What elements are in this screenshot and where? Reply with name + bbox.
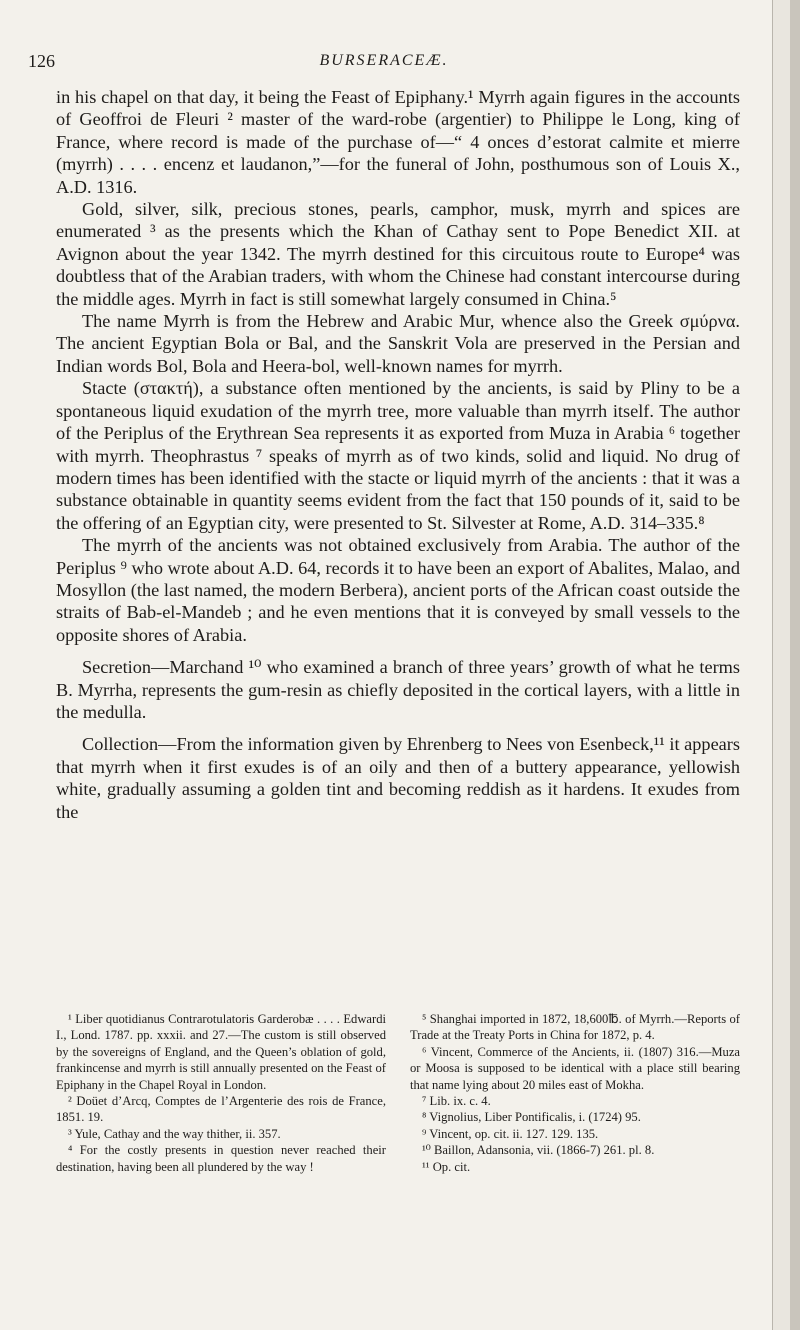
footnotes [56,1011,740,1175]
footnote: ⁸ Vignolius, Liber Pontificalis, i. (1724) 95. [422,1110,641,1125]
footnote: ¹¹ Op. cit. [422,1159,471,1174]
body-text [56,86,740,823]
footnote: ¹ Liber quotidianus Contrarotulatoris Garderobæ . . . . Edwardi I., Lond. 1787. pp. xxxii. and 27.—The custom is still observed by the sovereigns of England, and the Queen’s oblation of gold, frankincense and myrrh is still annually presented on the Feast of Epiphany in the Chapel Royal in London. [56,1012,386,1092]
footnote: ⁷ Lib. ix. c. 4. [422,1094,491,1109]
footnote: ¹⁰ Baillon, Adansonia, vii. (1866-7) 261. pl. 8. [422,1143,655,1158]
paragraph: in his chapel on that day, it being the Feast of Epiphany.¹ Myrrh again figures in the accounts of Geoffroi de Fleuri ² master of the ward-robe (argentier) to Philippe le Long, king of France, where record is made of the purchase of—“ 4 onces d’estorat calmite et mierre (myrrh) . . . . encenz et laudanon,”—for the funeral of John, posthumous son of Louis X., A.D. 1316. [56,87,740,197]
running-title: BURSERACEÆ. [319,52,449,69]
footnote: ⁴ For the costly presents in question never reached their destination, having been all plundered by the way ! [56,1143,386,1174]
page-number: 126 [28,51,55,71]
paragraph-secretion: Secretion—Marchand ¹⁰ who examined a branch of three years’ growth of what he terms B. Myrrha, represents the gum-resin as chiefly deposited in the cortical layers, with a little in the medulla. [56,657,740,722]
paragraph: Stacte (στακτή), a substance often mentioned by the ancients, is said by Pliny to be a spontaneous liquid exudation of the myrrh tree, more valuable than myrrh itself. The author of the Periplus of the Erythrean Sea represents it as exported from Muza in Arabia ⁶ together with myrrh. Theophrastus ⁷ speaks of myrrh as of two kinds, solid and liquid. No drug of modern times has been identified with the stacte or liquid myrrh of the ancients : that it was a substance obtainable in quantity seems evident from the fact that 150 pounds of it, said to be the offering of an Egyptian city, were presented to St. Silvester at Rome, A.D. 314–335.⁸ [56,378,740,533]
footnotes-left-column [56,1011,386,1175]
footnote: ⁶ Vincent, Commerce of the Ancients, ii. (1807) 316.—Muza or Moosa is supposed to be identical with a place still bearing that name lying about 20 miles east of Mokha. [410,1044,740,1092]
footnotes-right-column [410,1011,740,1175]
paragraph: Gold, silver, silk, precious stones, pearls, camphor, musk, myrrh and spices are enumerated ³ as the presents which the Khan of Cathay sent to Pope Benedict XII. at Avignon about the year 1342. The myrrh destined for this circuitous route to Europe⁴ was doubtless that of the Arabian traders, with whom the Chinese had constant intercourse during the middle ages. Myrrh in fact is still somewhat largely consumed in China.⁵ [56,199,740,309]
footnote: ⁹ Vincent, op. cit. ii. 127. 129. 135. [422,1126,599,1141]
paragraph: The myrrh of the ancients was not obtained exclusively from Arabia. The author of the Periplus ⁹ who wrote about A.D. 64, records it to have been an export of Abalites, Malao, and Mosyllon (the last named, the modern Berbera), ancient ports of the African coast outside the straits of Bab-el-Mandeb ; and he even mentions that it is conveyed by small vessels to the opposite shores of Arabia. [56,535,740,645]
binding-strip [790,0,800,1330]
paragraph-collection: Collection—From the information given by Ehrenberg to Nees von Esenbeck,¹¹ it appears that myrrh when it first exudes is of an oily and then of a buttery appearance, yellowish white, gradually assuming a golden tint and becoming reddish as it hardens. It exudes from the [56,734,740,822]
footnote: ⁵ Shanghai imported in 1872, 18,600℔. of Myrrh.—Reports of Trade at the Treaty Ports in China for 1872, p. 4. [410,1012,740,1043]
footnote: ³ Yule, Cathay and the way thither, ii. 357. [68,1126,281,1141]
footnote: ² Doüet d’Arcq, Comptes de l’Argenterie des rois de France, 1851. 19. [56,1094,386,1125]
paragraph: The name Myrrh is from the Hebrew and Arabic Mur, whence also the Greek σμύρνα. The ancient Egyptian Bola or Bal, and the Sanskrit Vola are preserved in the Persian and Indian words Bol, Bola and Heera-bol, well-known names for myrrh. [56,311,740,376]
page-header [28,51,740,75]
